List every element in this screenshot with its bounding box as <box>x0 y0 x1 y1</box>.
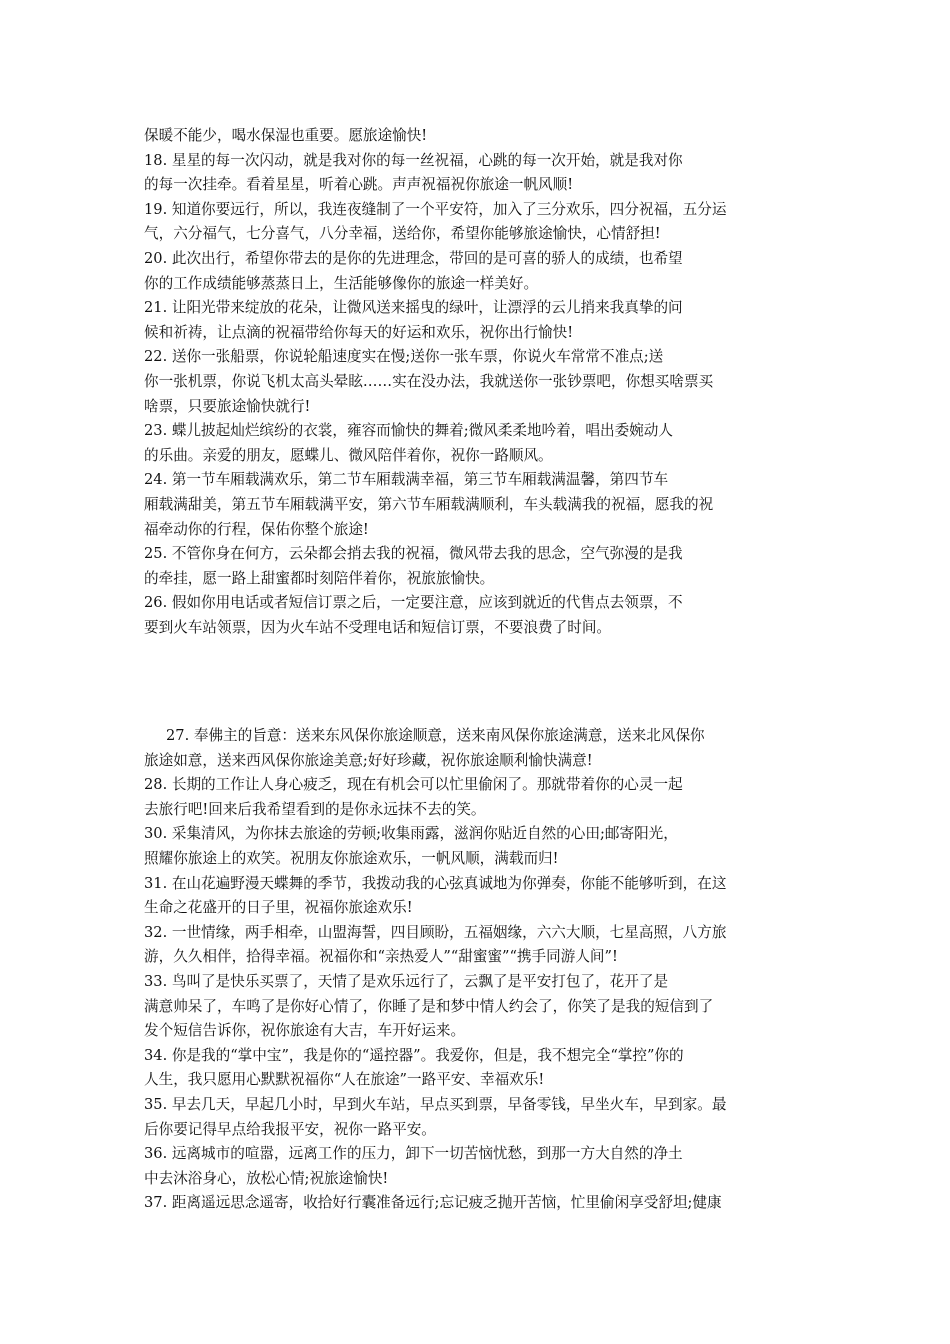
text-line: 23. 蝶儿披起灿烂缤纷的衣裳，雍容而愉快的舞着;微风柔柔地吟着，唱出委婉动人 <box>144 422 673 440</box>
text-line: 的乐曲。亲爱的朋友，愿蝶儿、微风陪伴着你，祝你一路顺风。 <box>144 446 553 464</box>
text-line: 旅途如意，送来西风保你旅途美意;好好珍藏，祝你旅途顺利愉快满意! <box>144 751 593 769</box>
text-line: 26. 假如你用电话或者短信订票之后，一定要注意，应该到就近的代售点去领票，不 <box>144 594 683 612</box>
text-line: 30. 采集清风，为你抹去旅途的劳顿;收集雨露，滋润你贴近自然的心田;邮寄阳光， <box>144 825 678 843</box>
text-line: 21. 让阳光带来绽放的花朵，让微风送来摇曳的绿叶，让漂浮的云儿捎来我真挚的问 <box>144 299 683 317</box>
text-line: 发个短信告诉你，祝你旅途有大吉，车开好运来。 <box>144 1022 466 1040</box>
text-block-upper <box>144 124 814 640</box>
text-line: 35. 早去几天，早起几小时，早到火车站，早点买到票，早备零钱，早坐火车，早到家。最 <box>144 1095 727 1113</box>
text-line: 25. 不管你身在何方，云朵都会捎去我的祝福，微风带去我的思念，空气弥漫的是我 <box>144 545 683 563</box>
text-line: 27. 奉佛主的旨意：送来东风保你旅途顺意，送来南风保你旅途满意，送来北风保你 <box>166 727 705 744</box>
text-line: 保暖不能少，喝水保湿也重要。愿旅途愉快! <box>144 127 428 144</box>
text-line: 36. 远离城市的喧嚣，远离工作的压力，卸下一切苦恼忧愁，到那一方大自然的净土 <box>144 1145 683 1163</box>
text-line: 33. 鸟叫了是快乐买票了，天情了是欢乐远行了，云飘了是平安打包了，花开了是 <box>144 972 669 990</box>
text-line: 福牵动你的行程，保佑你整个旅途! <box>144 520 369 538</box>
text-line: 你一张机票，你说飞机太高头晕眩……实在没办法，我就送你一张钞票吧，你想买啥票买 <box>144 372 714 390</box>
text-line: 去旅行吧!回来后我希望看到的是你永远抹不去的笑。 <box>144 800 486 818</box>
text-line: 37. 距离遥远思念遥寄，收拾好行囊准备远行;忘记疲乏抛开苦恼，忙里偷闲享受舒坦;健康 <box>144 1194 722 1212</box>
text-line: 的每一次挂牵。看着星星，听着心跳。声声祝福祝你旅途一帆风顺! <box>144 176 574 194</box>
text-line: 的牵挂，愿一路上甜蜜都时刻陪伴着你，祝旅旅愉快。 <box>144 569 495 587</box>
text-line: 你的工作成绩能够蒸蒸日上，生活能够像你的旅途一样美好。 <box>144 274 539 292</box>
text-line: 22. 送你一张船票，你说轮船速度实在慢;送你一张车票，你说火车常常不准点;送 <box>144 348 664 366</box>
text-line: 28. 长期的工作让人身心疲乏，现在有机会可以忙里偷闲了。那就带着你的心灵一起 <box>144 776 683 794</box>
text-line: 34. 你是我的“掌中宝”，我是你的“遥控器”。我爱你，但是，我不想完全“掌控”你的 <box>144 1046 684 1064</box>
text-line: 要到火车站领票，因为火车站不受理电话和短信订票，不要浪费了时间。 <box>144 618 612 636</box>
text-line: 31. 在山花遍野漫天蝶舞的季节，我拨动我的心弦真诚地为你弹奏，你能不能够听到，在这 <box>144 874 727 892</box>
text-line: 中去沐浴身心，放松心情;祝旅途愉快! <box>144 1169 389 1187</box>
text-line: 20. 此次出行，希望你带去的是你的先进理念，带回的是可喜的骄人的成绩，也希望 <box>144 249 683 267</box>
text-line: 人生，我只愿用心默默祝福你“人在旅途”一路平安、幸福欢乐! <box>144 1071 545 1089</box>
text-line: 气，六分福气，七分喜气，八分幸福，送给你，希望你能够旅途愉快，心情舒担! <box>144 225 661 243</box>
text-line: 18. 星星的每一次闪动，就是我对你的每一丝祝福，心跳的每一次开始，就是我对你 <box>144 151 683 169</box>
text-block-lower <box>144 724 814 1216</box>
text-line: 后你要记得早点给我报平安，祝你一路平安。 <box>144 1120 436 1138</box>
text-line: 19. 知道你要远行，所以，我连夜缝制了一个平安符，加入了三分欢乐，四分祝福，五分运 <box>144 200 727 218</box>
text-line: 照耀你旅途上的欢笑。祝朋友你旅途欢乐，一帆风顺，满载而归! <box>144 849 559 867</box>
text-line: 24. 第一节车厢载满欢乐，第二节车厢载满幸福，第三节车厢载满温馨，第四节车 <box>144 471 669 489</box>
text-line: 候和祈祷，让点滴的祝福带给你每天的好运和欢乐，祝你出行愉快! <box>144 323 574 341</box>
text-line: 32. 一世情缘，两手相牵，山盟海誓，四目顾盼，五福姻缘，六六大顺，七星高照，八方旅 <box>144 923 727 941</box>
text-line: 生命之花盛开的日子里，祝福你旅途欢乐! <box>144 899 413 917</box>
text-line: 游，久久相伴，拾得幸福。祝福你和“亲热爱人”“甜蜜蜜”“携手同游人间”! <box>144 948 618 966</box>
text-line: 啥票，只要旅途愉快就行! <box>144 397 311 415</box>
text-line: 满意帅呆了，车鸣了是你好心情了，你睡了是和梦中情人约会了，你笑了是我的短信到了 <box>144 997 714 1015</box>
text-line: 厢载满甜美，第五节车厢载满平安，第六节车厢载满顺利，车头载满我的祝福，愿我的祝 <box>144 495 714 513</box>
